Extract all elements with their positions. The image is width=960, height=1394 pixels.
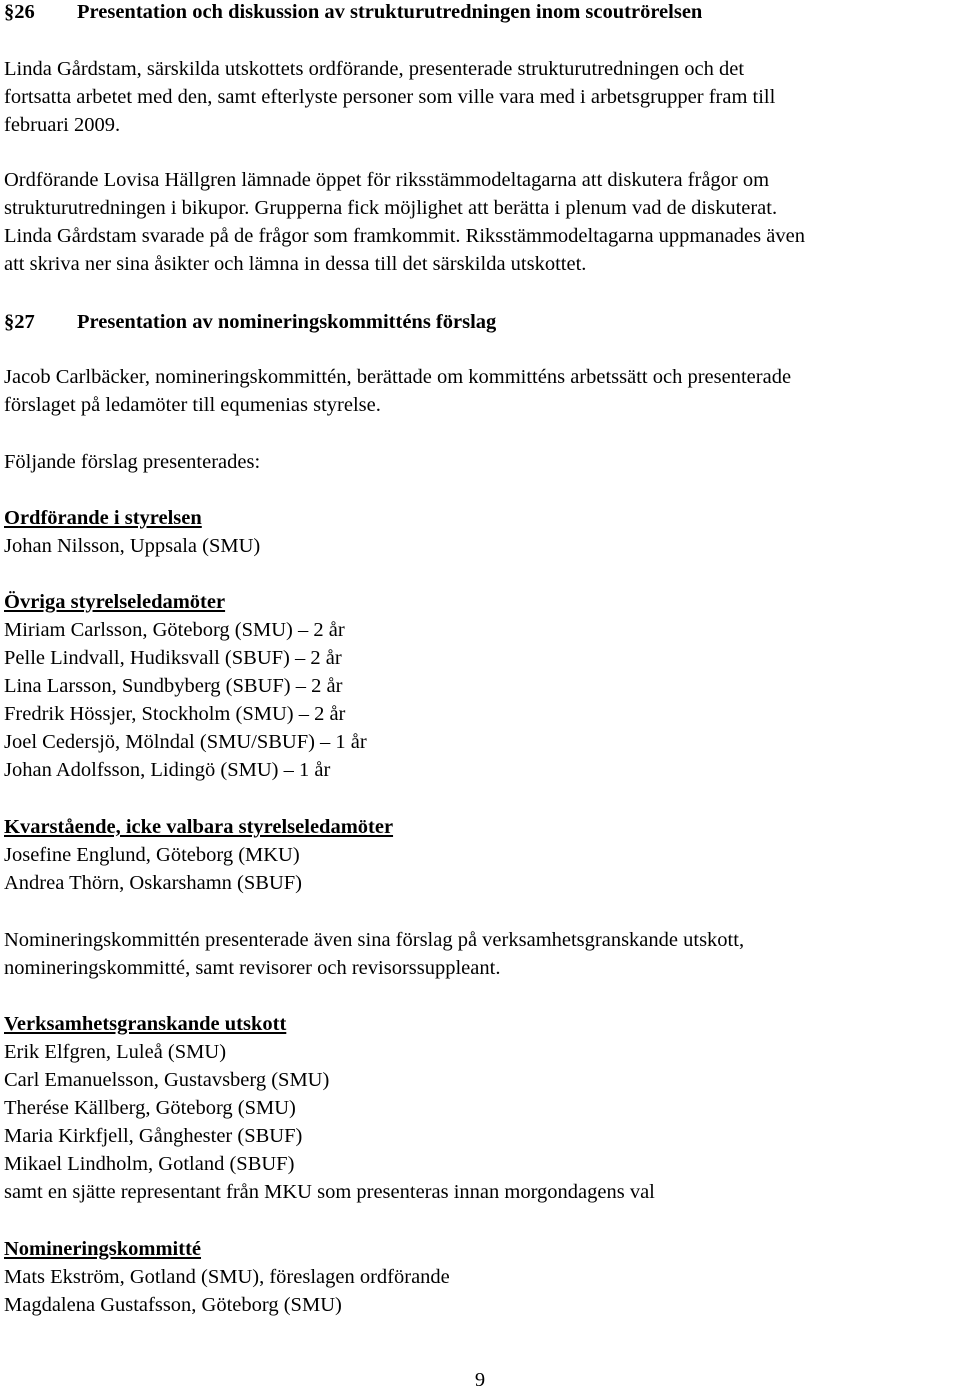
section-26-paragraph-2 xyxy=(4,166,960,278)
text-line: februari 2009. xyxy=(4,114,121,136)
list-item: Carl Emanuelsson, Gustavsberg (SMU) xyxy=(4,1069,330,1091)
text-line: Linda Gårdstam svarade på de frågor som framkommit. Riksstämmodeltagarna uppmanades även xyxy=(4,225,805,247)
list-item: Johan Nilsson, Uppsala (SMU) xyxy=(4,535,261,557)
section-number: §27 xyxy=(4,311,35,333)
text-line: Ordförande Lovisa Hällgren lämnade öppet för riksstämmodeltagarna att diskutera frågor om xyxy=(4,169,770,191)
members-label: Övriga styrelseledamöter xyxy=(4,591,226,613)
list-item: Mikael Lindholm, Gotland (SBUF) xyxy=(4,1153,295,1175)
list-item: Fredrik Hössjer, Stockholm (SMU) – 2 år xyxy=(4,703,346,725)
list-item: Lina Larsson, Sundbyberg (SBUF) – 2 år xyxy=(4,675,343,697)
chair-block xyxy=(4,504,960,560)
list-item: Maria Kirkfjell, Gånghester (SBUF) xyxy=(4,1125,303,1147)
proposals-intro: Följande förslag presenterades: xyxy=(4,451,261,473)
list-item: Andrea Thörn, Oskarshamn (SBUF) xyxy=(4,872,302,894)
page-number: 9 xyxy=(474,1369,486,1391)
text-line: strukturutredningen i bikupor. Grupperna fick möjlighet att berätta i plenum vad de diskuterat. xyxy=(4,197,778,219)
nomination-committee-block xyxy=(4,1235,960,1319)
audit-label: Verksamhetsgranskande utskott xyxy=(4,1013,287,1035)
text-line: Nomineringskommittén presenterade även sina förslag på verksamhetsgranskande utskott, xyxy=(4,929,745,951)
list-item: Pelle Lindvall, Hudiksvall (SBUF) – 2 år xyxy=(4,647,342,669)
remaining-label: Kvarstående, icke valbara styrelseledamöter xyxy=(4,816,394,838)
section-27-heading xyxy=(4,308,496,336)
section-26-heading xyxy=(4,0,702,26)
list-item: Erik Elfgren, Luleå (SMU) xyxy=(4,1041,227,1063)
list-item: samt en sjätte representant från MKU som presenteras innan morgondagens val xyxy=(4,1181,655,1203)
audit-committee-block xyxy=(4,1010,960,1206)
section-27-paragraph-1 xyxy=(4,363,960,419)
text-line: Jacob Carlbäcker, nomineringskommittén, berättade om kommitténs arbetssätt och presenterade xyxy=(4,366,792,388)
list-item: Magdalena Gustafsson, Göteborg (SMU) xyxy=(4,1294,342,1316)
text-line: Linda Gårdstam, särskilda utskottets ordförande, presenterade strukturutredningen och det xyxy=(4,58,745,80)
text-line: fortsatta arbetet med den, samt efterlyste personer som ville vara med i arbetsgrupper fram till xyxy=(4,86,776,108)
list-item: Therése Källberg, Göteborg (SMU) xyxy=(4,1097,296,1119)
list-item: Joel Cedersjö, Mölndal (SMU/SBUF) – 1 år xyxy=(4,731,367,753)
section-number: §26 xyxy=(4,1,35,23)
chair-label: Ordförande i styrelsen xyxy=(4,507,202,529)
remaining-members-block xyxy=(4,813,960,897)
members-block xyxy=(4,588,960,784)
nomcom-label: Nomineringskommitté xyxy=(4,1238,202,1260)
text-line: att skriva ner sina åsikter och lämna in dessa till det särskilda utskottet. xyxy=(4,253,587,275)
section-27-paragraph-2 xyxy=(4,926,960,982)
list-item: Mats Ekström, Gotland (SMU), föreslagen ordförande xyxy=(4,1266,450,1288)
list-item: Johan Adolfsson, Lidingö (SMU) – 1 år xyxy=(4,759,331,781)
text-line: nomineringskommitté, samt revisorer och revisorssuppleant. xyxy=(4,957,501,979)
list-item: Miriam Carlsson, Göteborg (SMU) – 2 år xyxy=(4,619,345,641)
section-title: Presentation av nomineringskommitténs förslag xyxy=(77,311,497,333)
list-item: Josefine Englund, Göteborg (MKU) xyxy=(4,844,300,866)
text-line: förslaget på ledamöter till equmenias styrelse. xyxy=(4,394,381,416)
section-26-paragraph-1 xyxy=(4,55,960,139)
section-title: Presentation och diskussion av strukturutredningen inom scoutrörelsen xyxy=(77,1,703,23)
